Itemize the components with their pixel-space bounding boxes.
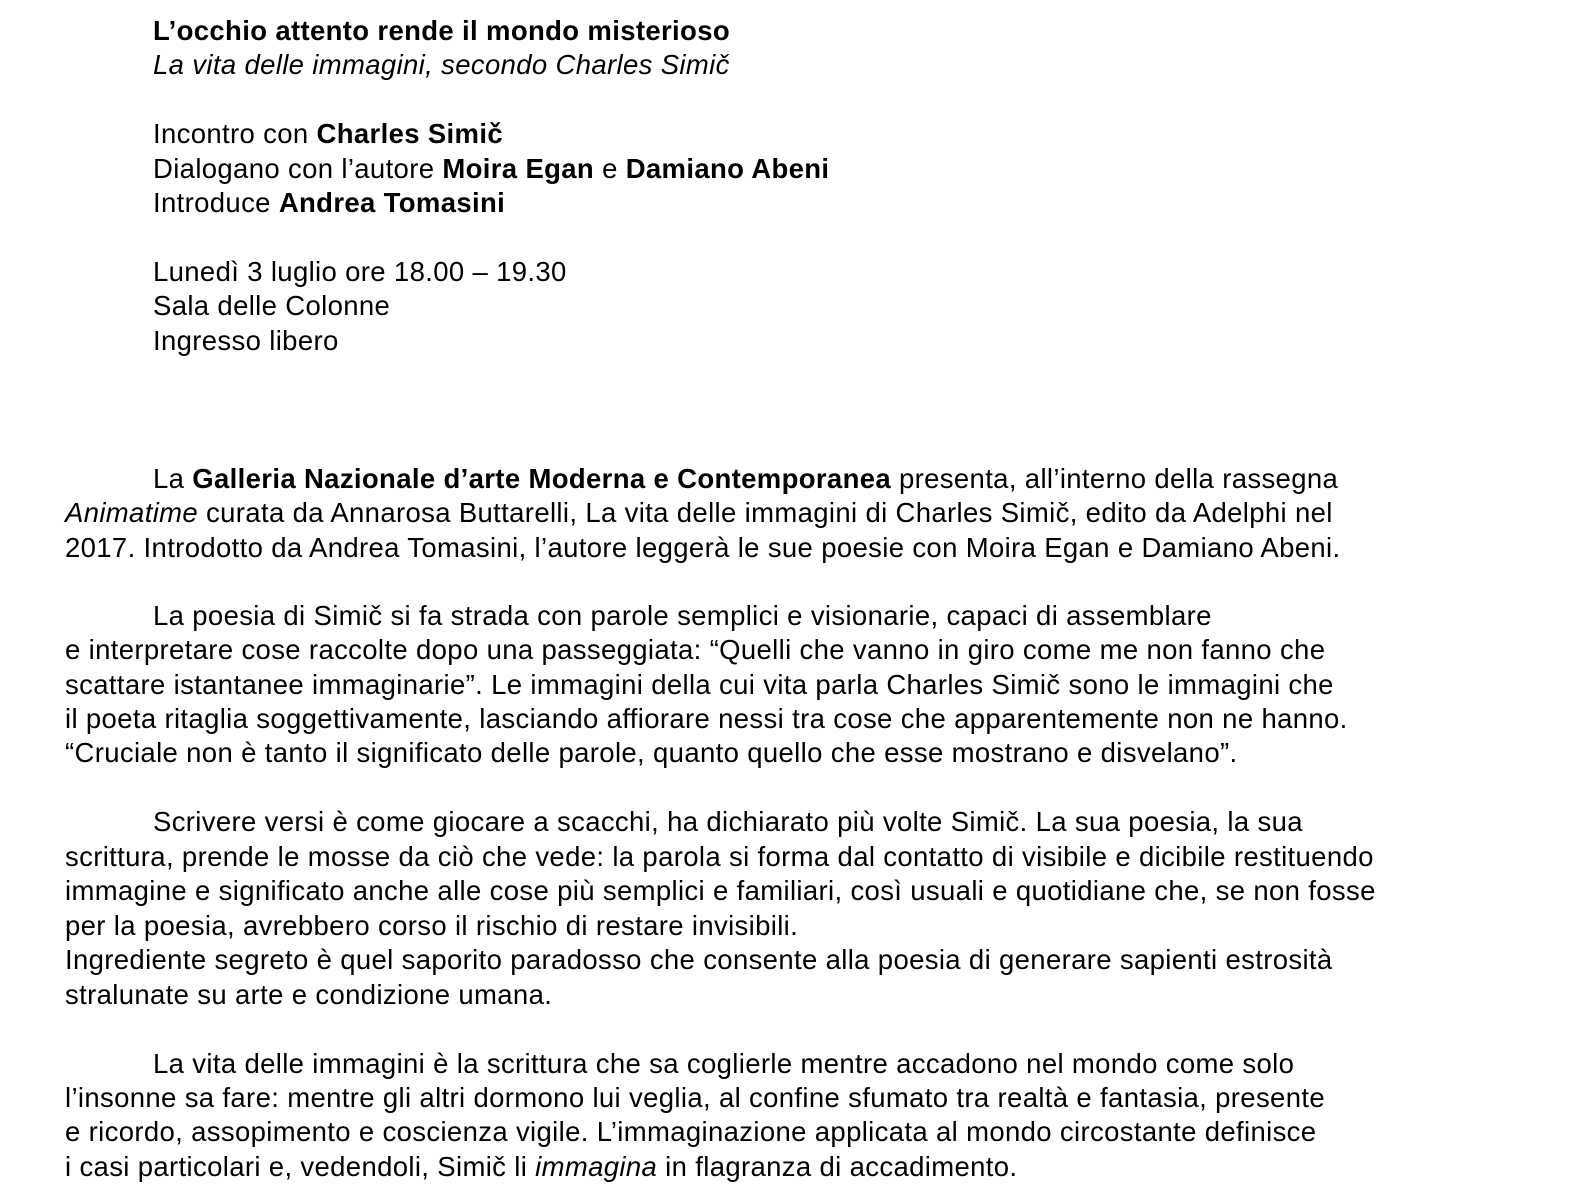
p3-line-5: Ingrediente segreto è quel saporito paradosso che consente alla poesia di generare sapienti estrosità [65,944,1333,975]
event-date: Lunedì 3 luglio ore 18.00 – 19.30 [153,256,567,287]
p2-line-2: e interpretare cose raccolte dopo una passeggiata: “Quelli che vanno in giro come me non fanno che [65,634,1326,665]
p1-line-1 [153,462,1338,497]
p2-line-4: il poeta ritaglia soggettivamente, lasciando affiorare nessi tra cose che apparentemente non ne hanno. [65,703,1348,734]
intro-prefix: Introduce [153,187,279,218]
p1-l1-c: presenta, all’interno della rassegna [891,463,1339,494]
dialogue-name-2: Damiano Abeni [625,153,830,184]
p4-l4-a: i casi particolari e, vedendoli, Simič li [65,1151,536,1182]
meeting-guest: Charles Simič [316,118,503,149]
p1-l2-b: curata da Annarosa Buttarelli, La vita delle immagini di Charles Simič, edito da Adelphi nel [198,497,1333,528]
p2-line-5: “Cruciale non è tanto il significato delle parole, quanto quello che esse mostrano e disvelano”. [65,737,1238,768]
meeting-line [153,117,503,152]
event-subtitle-text: La vita delle immagini, secondo Charles Simič [153,49,730,80]
series-name: Animatime [65,497,199,528]
p3-line-2: scrittura, prende le mosse da ciò che vede: la parola si forma dal contatto di visibile e dicibile restituendo [65,841,1374,872]
p2-line-1: La poesia di Simič si fa strada con parole semplici e visionarie, capaci di assemblare [153,600,1212,631]
dialogue-conj: e [594,153,626,184]
p1-l1-a: La [153,463,193,494]
event-entry: Ingresso libero [153,325,339,356]
dialogue-line [153,152,829,187]
dialogue-prefix: Dialogano con l’autore [153,153,443,184]
meeting-prefix: Incontro con [153,118,317,149]
dialogue-name-1: Moira Egan [442,153,595,184]
intro-line [153,186,505,221]
intro-name: Andrea Tomasini [278,187,506,218]
p3-line-4: per la poesia, avrebbero corso il rischio di restare invisibili. [65,910,799,941]
event-title-text: L’occhio attento rende il mondo misterioso [153,15,730,46]
p3-line-1: Scrivere versi è come giocare a scacchi, ha dichiarato più volte Simič. La sua poesia, la sua [153,806,1303,837]
p4-line-3: e ricordo, assopimento e coscienza vigile. L’immaginazione applicata al mondo circostante definisce [65,1116,1317,1147]
p4-line-2: l’insonne sa fare: mentre gli altri dormono lui veglia, al confine sfumato tra realtà e fantasia, presente [65,1082,1325,1113]
event-title [153,14,730,49]
p4-l4-italic: immagina [535,1151,658,1182]
p2-line-3: scattare istantanee immaginarie”. Le immagini della cui vita parla Charles Simič sono le immagini che [65,669,1334,700]
p1-line-2 [65,496,1333,531]
p1-line-3: 2017. Introdotto da Andrea Tomasini, l’autore leggerà le sue poesie con Moira Egan e Damiano Abeni. [65,532,1341,563]
event-subtitle [153,48,730,83]
p4-line-4 [65,1150,1017,1185]
gallery-name: Galleria Nazionale d’arte Moderna e Contemporanea [192,463,892,494]
p4-l4-c: in flagranza di accadimento. [657,1151,1018,1182]
event-venue: Sala delle Colonne [153,290,391,321]
p4-line-1: La vita delle immagini è la scrittura che sa coglierle mentre accadono nel mondo come solo [153,1048,1295,1079]
p3-line-6: stralunate su arte e condizione umana. [65,979,553,1010]
p3-line-3: immagine e significato anche alle cose più semplici e familiari, così usuali e quotidiane che, se non fosse [65,875,1376,906]
